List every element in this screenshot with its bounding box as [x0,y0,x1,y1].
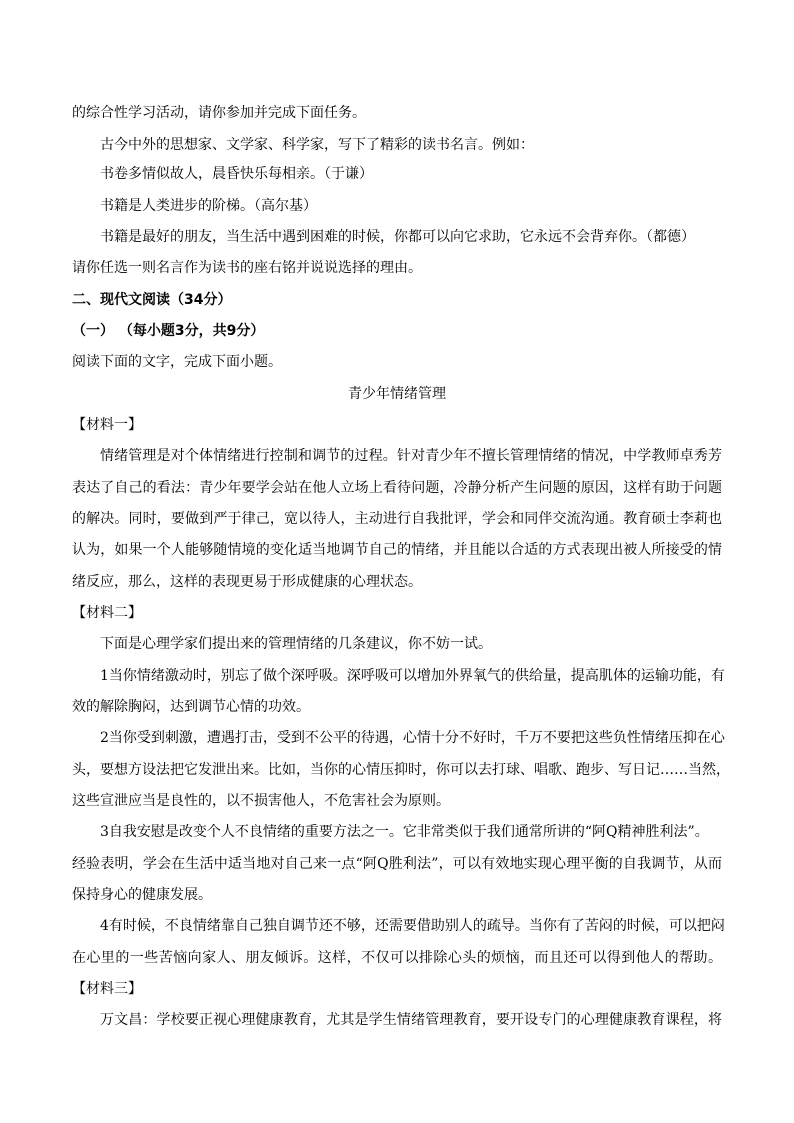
paragraph-line: 情绪管理是对个体情绪进行控制和调节的过程。针对青少年不擅长管理情绪的情况，中学教师卓秀芳 [100,448,722,464]
paragraph-line: 经验表明，学会在生活中适当地对自己来一点“阿Q胜利法”，可以有效地实现心理平衡的自我调节，从而 [72,856,722,872]
quote-line: 书卷多情似故人，晨昏快乐每相亲。（于谦） [100,166,373,182]
subsection-heading: （一） （每小题3分，共9分） [72,323,265,339]
paragraph-line: 绪反应，那么，这样的表现更易于形成健康的心理状态。 [72,574,422,590]
instruction-text: 阅读下面的文字，完成下面小题。 [72,354,282,370]
material-heading: 【材料二】 [72,605,142,621]
paragraph-line: 1当你情绪激动时，别忘了做个深呼吸。深呼吸可以增加外界氧气的供给量，提高肌体的运输功能，有 [100,668,725,684]
paragraph-line: 保持身心的健康发展。 [72,887,212,903]
paragraph-line: 表达了自己的看法：青少年要学会站在他人立场上看待问题，冷静分析产生问题的原因，这样有助于问题 [72,480,722,496]
section-heading: 二、现代文阅读（34分） [72,292,232,308]
paragraph-line: 的解决。同时，要做到严于律己，宽以待人，主动进行自我批评，学会和同伴交流沟通。教育硕士李莉也 [72,511,722,527]
material-heading: 【材料一】 [72,417,142,433]
material-heading: 【材料三】 [72,981,142,997]
paragraph-line: 这些宣泄应当是良性的，以不损害他人，不危害社会为原则。 [72,793,450,809]
quote-line: 书籍是人类进步的阶梯。（高尔基） [100,198,317,214]
text-line: 请你任选一则名言作为读书的座右铭并说说选择的理由。 [72,260,422,276]
paragraph-line: 4有时候，不良情绪靠自己独自调节还不够，还需要借助别人的疏导。当你有了苦闷的时候，可以把闷 [100,918,725,934]
paragraph-line: 3自我安慰是改变个人不良情绪的重要方法之一。它非常类似于我们通常所讲的“阿Q精神胜利法”。 [100,824,709,840]
text-line: 的综合性学习活动，请你参加并完成下面任务。 [72,105,366,121]
paragraph-line: 2当你受到刺激，遭遇打击，受到不公平的待遇，心情十分不好时，千万不要把这些负性情绪压抑在心 [100,730,725,746]
paragraph-line: 在心里的一些苦恼向家人、朋友倾诉。这样，不仅可以排除心头的烦恼，而且还可以得到他人的帮助。 [72,950,722,966]
text-line: 古今中外的思想家、文学家、科学家，写下了精彩的读书名言。例如： [100,137,534,153]
passage-title: 青少年情绪管理 [348,386,446,402]
paragraph-line: 头，要想方设法把它发泄出来。比如，当你的心情压抑时，你可以去打球、唱歌、跑步、写日记……当然， [72,762,730,778]
paragraph-line: 效的解除胸闷，达到调节心情的功效。 [72,699,310,715]
quote-line: 书籍是最好的朋友，当生活中遇到困难的时候，你都可以向它求助，它永远不会背弃你。（都德） [100,229,695,245]
paragraph-line: 下面是心理学家们提出来的管理情绪的几条建议，你不妨一试。 [100,636,492,652]
paragraph-line: 万文昌：学校要正视心理健康教育，尤其是学生情绪管理教育，要开设专门的心理健康教育课程，将 [100,1012,722,1028]
paragraph-line: 认为，如果一个人能够随情境的变化适当地调节自己的情绪，并且能以合适的方式表现出被人所接受的情 [72,542,722,558]
